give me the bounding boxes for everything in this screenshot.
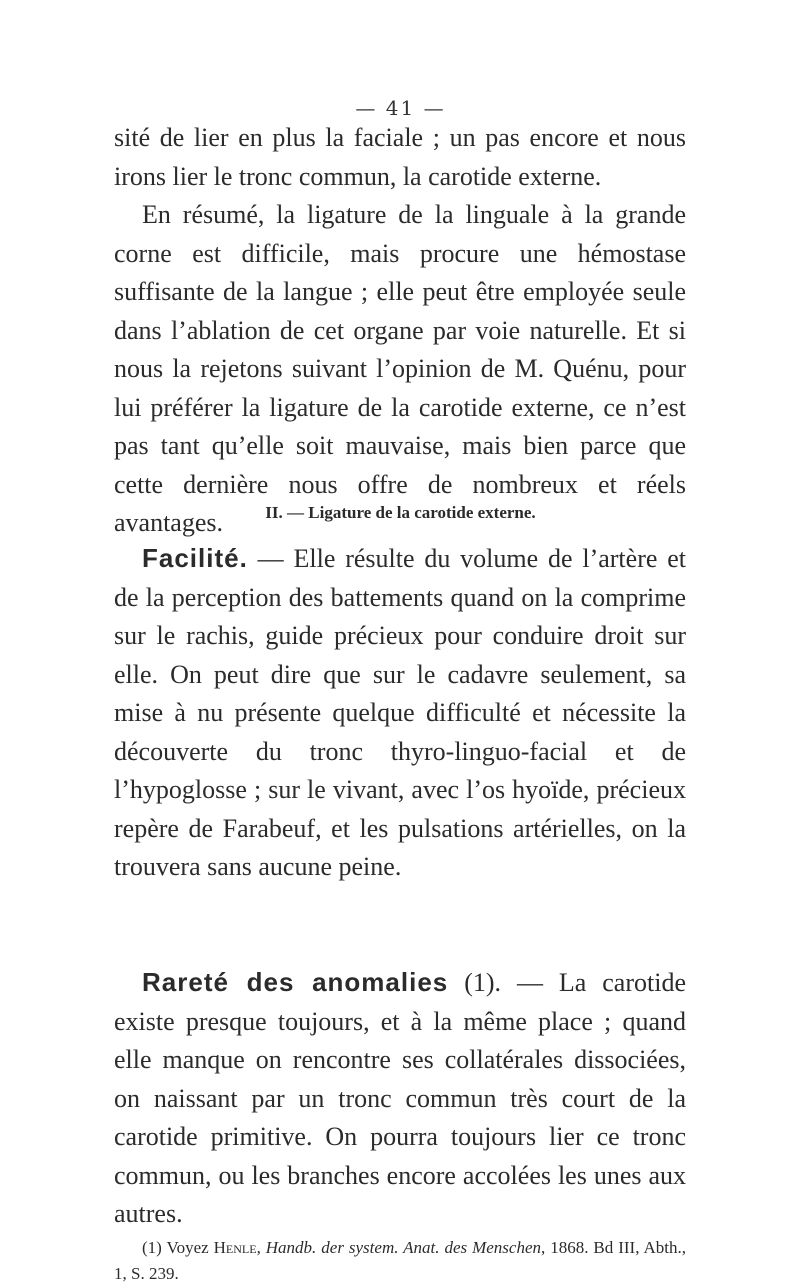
run-in-heading-rarete: Rareté des anomalies	[142, 967, 449, 997]
footnote	[114, 1235, 686, 1287]
paragraph-facilite	[114, 539, 686, 887]
footnote-prefix: (1) Voyez	[142, 1238, 214, 1257]
paragraph-facilite-text: — Elle résulte du volume de l’artère et de la perception des battements quand on la comprime sur le rachis, guide précieux pour conduire droit sur elle. On peut dire que sur le cadavre seulement, sa mise à nu présente quelque difficulté et nécessite la découverte du tronc thyro-linguo-facial et de l’hypoglosse ; sur le vivant, avec l’os hyoïde, précieux repère de Farabeuf, et les pulsations artérielles, on la trouvera sans aucune peine.	[114, 544, 686, 881]
paragraph-rarete-text: — La carotide existe presque toujours, et à la même place ; quand elle manque on rencontre ses collatérales dissociées, on naissant par un tronc commun très court de la carotide primitive. On pourra toujours lier ce tronc commun, ou les branches encore accolées les unes aux autres.	[114, 968, 686, 1228]
paragraph-1	[114, 119, 686, 543]
paragraph-1-summary: En résumé, la ligature de la linguale à la grande corne est difficile, mais procure une hémostase suffisante de la langue ; elle peut être employée seule dans l’ablation de cet organe par voie naturelle. Et si nous la rejetons suivant l’opinion de M. Quénu, pour lui préférer la ligature de la carotide externe, ce n’est pas tant qu’elle soit mauvaise, mais bien parce que cette dernière nous offre de nombreux et réels avantages.	[114, 200, 686, 537]
paragraph-rarete	[114, 963, 686, 1234]
footnote-rest: , 1868. Bd III, Abth., 1, S. 239.	[114, 1238, 686, 1283]
paragraph-1-continuation: sité de lier en plus la faciale ; un pas encore et nous irons lier le tronc commun, la carotide externe.	[114, 123, 686, 191]
footnote-title: Handb. der system. Anat. des Menschen	[265, 1238, 541, 1257]
run-in-heading-facilite: Facilité.	[142, 543, 248, 573]
footnote-author: Henle	[213, 1238, 257, 1257]
page-number: — 41 —	[355, 96, 446, 120]
footnote-reference: (1).	[448, 968, 502, 997]
section-heading: II. — Ligature de la carotide externe.	[265, 503, 536, 522]
footnote-separator: ,	[256, 1238, 266, 1257]
